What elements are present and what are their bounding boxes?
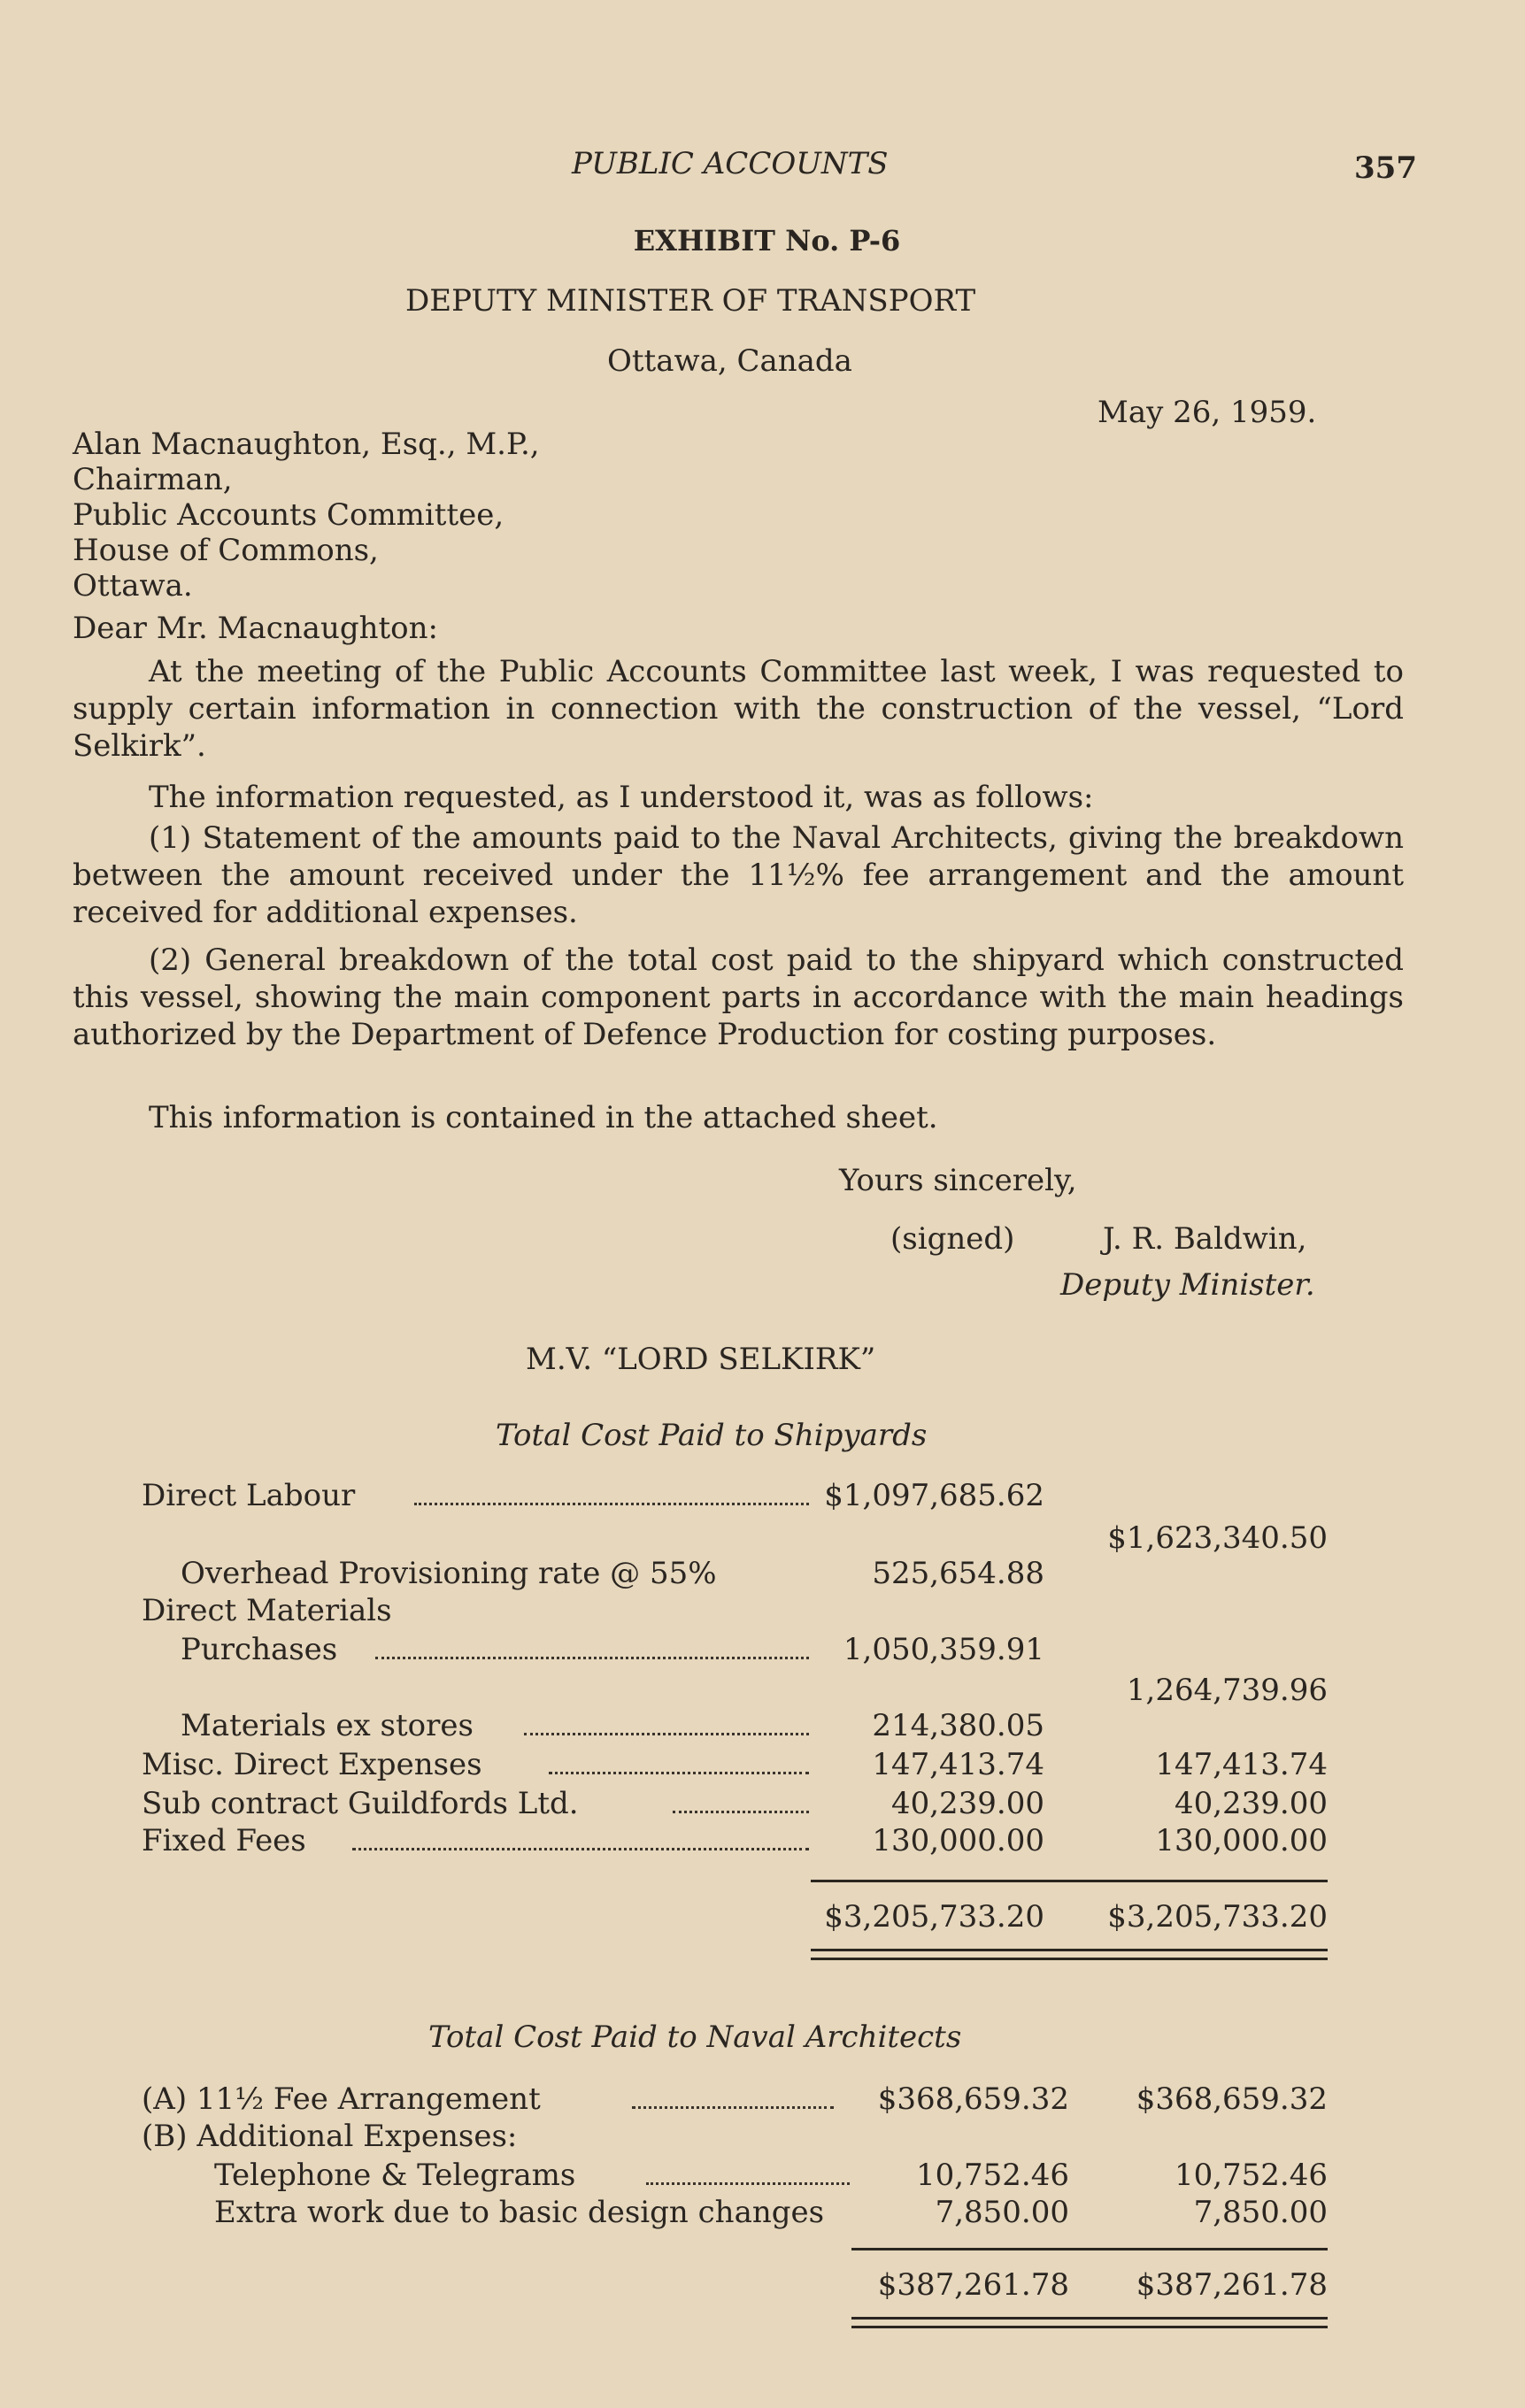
fee-arrangement-label: (A) 11½ Fee Arrangement <box>142 2081 541 2117</box>
overhead-label: Overhead Provisioning rate @ 55% <box>181 1556 717 1591</box>
leader-dots <box>352 1848 809 1850</box>
direct-labour-label: Direct Labour <box>142 1478 356 1513</box>
shipyards-heading: Total Cost Paid to Shipyards <box>496 1418 928 1453</box>
double-rule-bottom <box>811 1958 1328 1960</box>
place: Ottawa, Canada <box>607 343 852 379</box>
double-rule-bottom <box>851 2326 1328 2328</box>
sum-rule <box>851 2248 1328 2250</box>
purchases-amount: 1,050,359.91 <box>843 1632 1044 1667</box>
extra-work-label: Extra work due to basic design changes <box>214 2195 825 2230</box>
paragraph-5: This information is contained in the attached sheet. <box>149 1100 938 1135</box>
fixed-fees-total: 130,000.00 <box>1155 1823 1328 1858</box>
extra-work-total: 7,850.00 <box>1193 2195 1328 2230</box>
extra-work-amount: 7,850.00 <box>935 2195 1069 2230</box>
subcontract-total: 40,239.00 <box>1174 1786 1328 1821</box>
telephone-label: Telephone & Telegrams <box>214 2158 576 2193</box>
misc-expenses-label: Misc. Direct Expenses <box>142 1747 482 1782</box>
closing: Yours sincerely, <box>839 1163 1077 1198</box>
paragraph-3: (1) Statement of the amounts paid to the Naval Architects, giving the breakdown between the amount received under the 11½% fee arrangement and the amount received for additional expenses. <box>73 820 1404 930</box>
leader-dots <box>375 1657 809 1659</box>
telephone-amount: 10,752.46 <box>915 2158 1069 2193</box>
signed-prefix: (signed) <box>890 1221 1015 1257</box>
telephone-total: 10,752.46 <box>1174 2158 1328 2193</box>
architects-grand-total: $387,261.78 <box>877 2267 1069 2303</box>
double-rule-top <box>851 2317 1328 2320</box>
paragraph-1: At the meeting of the Public Accounts Committee last week, I was requested to supply certain information in connection with the construction of the vessel, “Lord Selkirk”. <box>73 654 1404 764</box>
materials-ex-stores-amount: 214,380.05 <box>872 1708 1044 1743</box>
statement-title: M.V. “LORD SELKIRK” <box>526 1342 876 1377</box>
leader-dots <box>632 2106 834 2109</box>
office-title: DEPUTY MINISTER OF TRANSPORT <box>405 283 976 319</box>
addressee-name: Alan Macnaughton, Esq., M.P., <box>73 427 540 462</box>
misc-expenses-amount: 147,413.74 <box>872 1747 1044 1782</box>
overhead-amount: 525,654.88 <box>872 1556 1044 1591</box>
fixed-fees-amount: 130,000.00 <box>872 1823 1044 1858</box>
architects-grand-total-2: $387,261.78 <box>1136 2267 1328 2303</box>
addressee-title: Chairman, <box>73 462 233 497</box>
fixed-fees-label: Fixed Fees <box>142 1823 306 1858</box>
materials-ex-stores-label: Materials ex stores <box>181 1708 474 1743</box>
purchases-label: Purchases <box>181 1632 338 1667</box>
shipyards-grand-total-2: $3,205,733.20 <box>1107 1899 1328 1935</box>
exhibit-label: EXHIBIT No. P-6 <box>633 224 901 258</box>
paragraph-4: (2) General breakdown of the total cost paid to the shipyard which constructed this vessel, showing the main component parts in accordance with the main headings authorized by the Department of Defence Production for costing purposes. <box>73 942 1404 1052</box>
paragraph-2: The information requested, as I understood it, was as follows: <box>149 780 1094 815</box>
architects-heading: Total Cost Paid to Naval Architects <box>428 2019 962 2055</box>
leader-dots <box>524 1733 809 1735</box>
addressee-committee: Public Accounts Committee, <box>73 497 504 533</box>
addressee-city: Ottawa. <box>73 568 193 604</box>
addressee-house: House of Commons, <box>73 533 379 568</box>
subcontract-amount: 40,239.00 <box>890 1786 1044 1821</box>
fee-arrangement-amount: $368,659.32 <box>877 2081 1069 2117</box>
signer-title: Deputy Minister. <box>1060 1267 1315 1303</box>
sum-rule <box>811 1880 1328 1882</box>
materials-total: 1,264,739.96 <box>1126 1673 1328 1708</box>
direct-materials-label: Direct Materials <box>142 1593 392 1628</box>
leader-dots <box>549 1772 809 1774</box>
misc-expenses-total: 147,413.74 <box>1155 1747 1328 1782</box>
leader-dots <box>646 2182 850 2185</box>
running-title: PUBLIC ACCOUNTS <box>572 146 889 181</box>
shipyards-grand-total: $3,205,733.20 <box>824 1899 1044 1935</box>
double-rule-top <box>811 1949 1328 1951</box>
page-number: 357 <box>1354 150 1417 186</box>
subcontract-label: Sub contract Guildfords Ltd. <box>142 1786 579 1821</box>
salutation: Dear Mr. Macnaughton: <box>73 611 438 646</box>
signer-name: J. R. Baldwin, <box>1103 1221 1307 1257</box>
direct-labour-amount: $1,097,685.62 <box>824 1478 1044 1513</box>
additional-expenses-label: (B) Additional Expenses: <box>142 2119 518 2154</box>
fee-arrangement-total: $368,659.32 <box>1136 2081 1328 2117</box>
letter-date: May 26, 1959. <box>1098 395 1317 430</box>
leader-dots <box>414 1503 809 1505</box>
leader-dots <box>673 1811 809 1813</box>
labour-total: $1,623,340.50 <box>1107 1520 1328 1556</box>
